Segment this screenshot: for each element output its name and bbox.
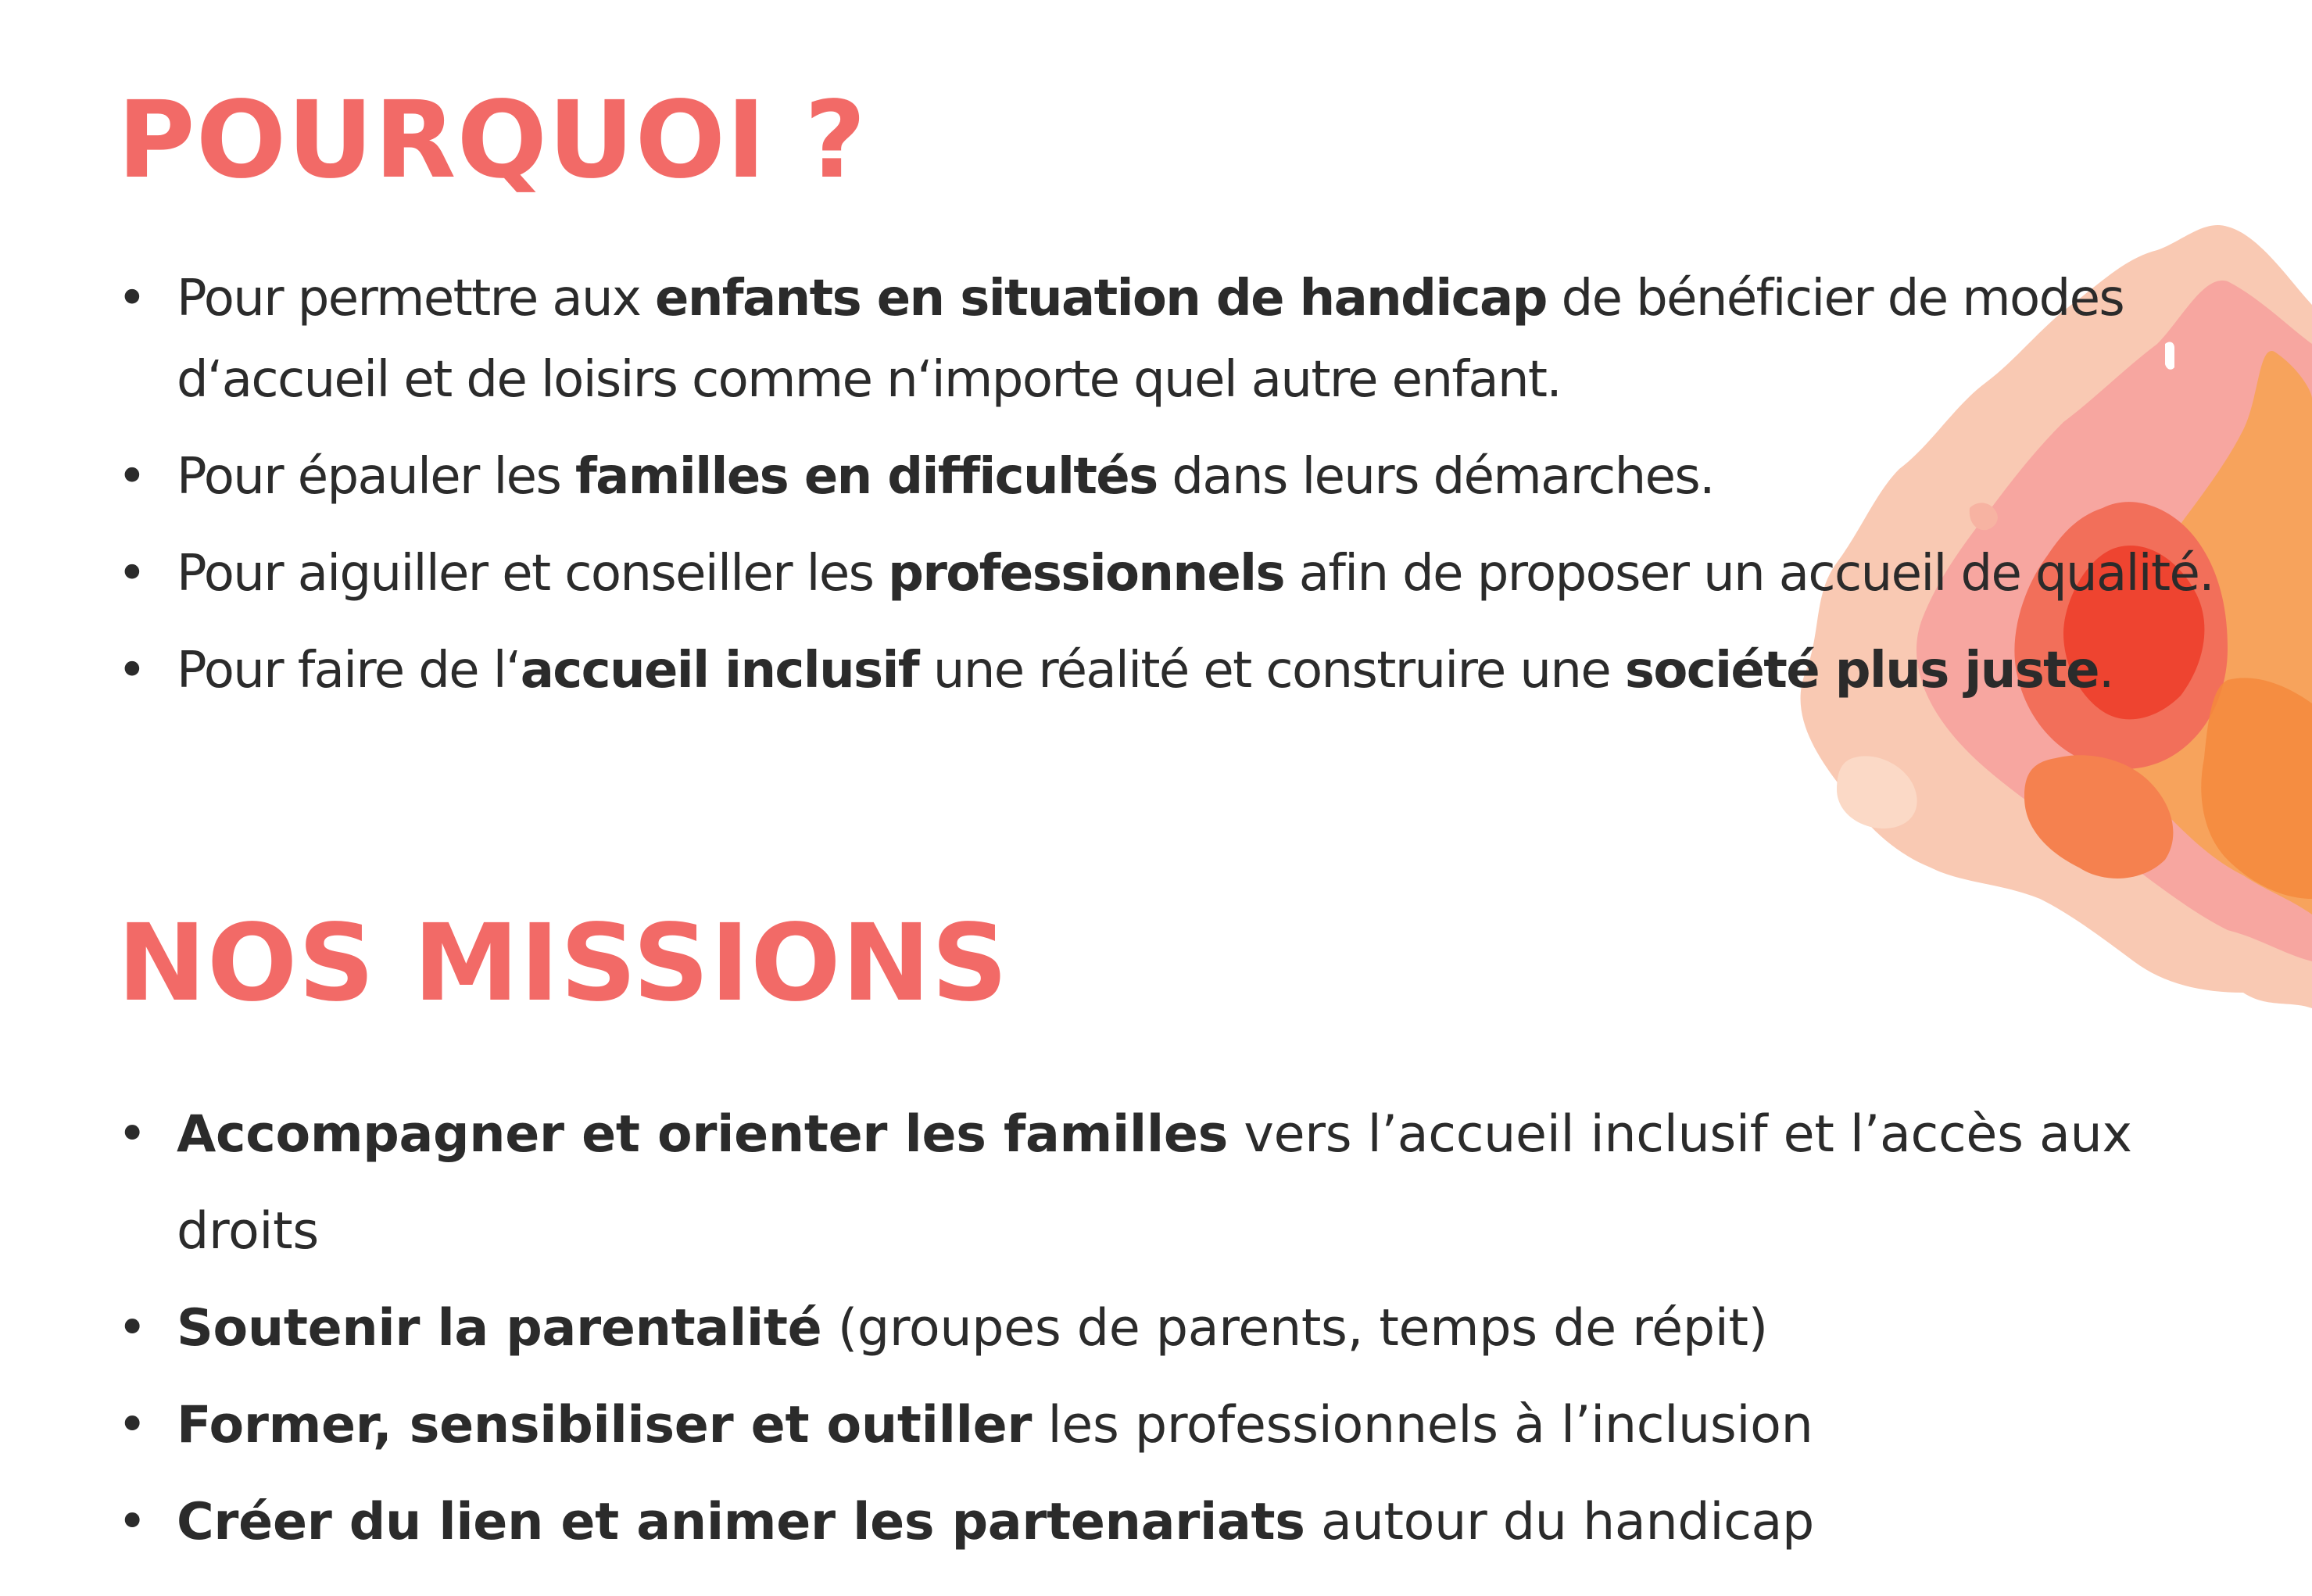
item-bold-text: familles en difficultés [574,448,1158,506]
bullet-icon: • [117,545,146,603]
item-bold-text: société plus juste [1624,642,2099,700]
missions-heading: NOS MISSIONS [117,902,1009,1025]
item-text: afin de proposer un accueil de qualité. [1283,545,2214,603]
item-text: vers l’accueil inclusif et l’accès aux droits [177,1105,2132,1261]
item-text: (groupes de parents, temps de répit) [821,1299,1768,1358]
list-item [117,1280,2243,1377]
item-text: dans leurs démarches. [1157,448,1714,506]
item-text: une réalité et construire une [918,642,1625,700]
list-item [117,1377,2243,1474]
missions-list [117,1086,2243,1571]
item-bold-text: accueil inclusif [520,642,919,700]
item-bold-text: Créer du lien et animer les partenariats [177,1493,1305,1551]
bullet-icon: • [117,1105,148,1164]
item-bold-text: enfants en situation de handicap [655,270,1547,327]
bullet-icon: • [117,1299,148,1358]
item-text: . [2098,642,2113,700]
item-text: Pour aiguiller et conseiller les [177,545,889,603]
list-item [117,531,2243,628]
bullet-icon: • [117,270,146,327]
list-item [117,258,2243,435]
item-bold-text: Accompagner et orienter les familles [177,1105,1229,1164]
list-item [117,628,2243,725]
item-bold-text: Soutenir la parentalité [177,1299,822,1358]
bullet-icon: • [117,448,146,506]
item-text: Pour faire de l‘ [177,642,521,700]
item-text: de bénéficier de modes d‘accueil et de loisirs comme n‘importe quel autre enfant. [177,270,2124,409]
list-item [117,1474,2243,1571]
bullet-icon: • [117,1396,148,1455]
item-text: les professionnels à l’inclusion [1032,1396,1813,1455]
item-text: autour du handicap [1305,1493,1815,1551]
list-item [117,435,2243,531]
bullet-icon: • [117,642,146,700]
item-bold-text: Former, sensibiliser et outiller [177,1396,1033,1455]
list-item [117,1086,2243,1280]
pourquoi-heading: POURQUOI ? [117,79,867,202]
pourquoi-list [117,258,2243,725]
bullet-icon: • [117,1493,148,1551]
item-text: Pour permettre aux [177,270,656,327]
item-bold-text: professionnels [888,545,1284,603]
item-text: Pour épauler les [177,448,575,506]
